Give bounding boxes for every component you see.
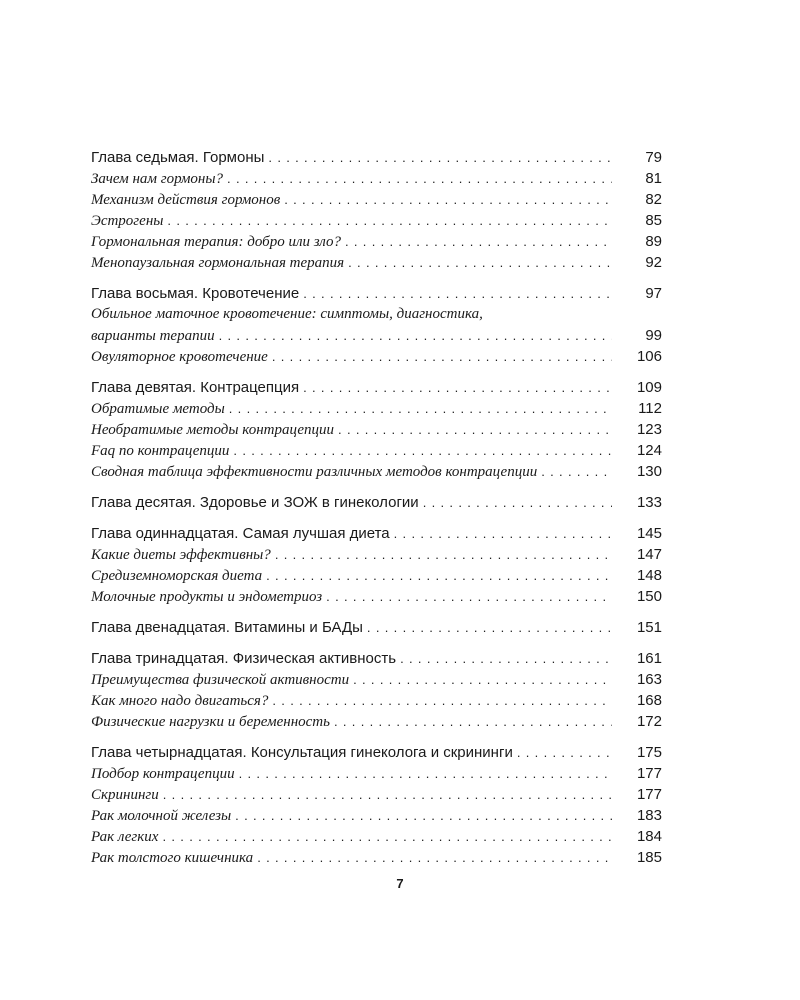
toc-chapter-title: Глава десятая. Здоровье и ЗОЖ в гинекологии: [91, 494, 419, 511]
toc-section-title: Обратимые методы: [91, 401, 225, 417]
toc-section: [91, 440, 662, 461]
dot-leader: [423, 492, 612, 513]
toc-section: [91, 461, 662, 482]
toc-section: [91, 189, 662, 210]
toc-chapter-title: Глава четырнадцатая. Консультация гинеколога и скрининги: [91, 744, 513, 761]
toc-chapter-group: [91, 523, 662, 607]
toc-section: [91, 325, 662, 346]
toc-chapter-page: 79: [645, 149, 662, 166]
toc-section-page: 112: [638, 400, 662, 417]
toc-section: [91, 210, 662, 231]
dot-leader: [235, 805, 612, 826]
toc-chapter-title: Глава девятая. Контрацепция: [91, 379, 300, 396]
dot-leader: [239, 763, 612, 784]
dot-leader: [394, 523, 612, 544]
toc-section-title: Рак толстого кишечника: [91, 850, 254, 866]
dot-leader: [348, 252, 612, 273]
toc-chapter-group: [91, 492, 662, 513]
toc-section-page: 183: [636, 807, 662, 824]
toc-section-title-line1: Обильное маточное кровотечение: симптомы, диагностика,: [91, 306, 483, 322]
toc-section-page: 177: [636, 786, 662, 803]
toc-section-title: Эстрогены: [91, 213, 164, 229]
toc-section-title: Зачем нам гормоны?: [91, 171, 224, 187]
toc-chapter-page: 133: [636, 494, 662, 511]
toc-section: [91, 168, 662, 189]
dot-leader: [517, 742, 612, 763]
toc-section: [91, 847, 662, 868]
toc-chapter-group: [91, 742, 662, 868]
toc-section: [91, 586, 662, 607]
dot-leader: [227, 168, 612, 189]
toc-chapter: [91, 742, 662, 763]
toc-section-title: Овуляторное кровотечение: [91, 349, 268, 365]
dot-leader: [229, 398, 612, 419]
toc-chapter-title: Глава седьмая. Гормоны: [91, 149, 265, 166]
toc-section-page: 106: [636, 348, 662, 365]
dot-leader: [303, 377, 612, 398]
toc-section-page: 92: [645, 254, 662, 271]
page-number: 7: [396, 876, 404, 891]
toc-section: [91, 231, 662, 252]
toc-section-title: Менопаузальная гормональная терапия: [91, 255, 345, 271]
dot-leader: [233, 440, 612, 461]
table-of-contents: [91, 147, 662, 878]
toc-section: [91, 252, 662, 273]
toc-section-title: Подбор контрацепции: [91, 766, 235, 782]
toc-chapter-title: Глава восьмая. Кровотечение: [91, 285, 300, 302]
toc-section-page: 185: [636, 849, 662, 866]
toc-section-title: Скрининги: [91, 787, 159, 803]
toc-section-page: 124: [636, 442, 662, 459]
toc-section-title: варианты терапии: [91, 328, 215, 344]
toc-section-page: 82: [645, 191, 662, 208]
toc-section-page: 147: [636, 546, 662, 563]
dot-leader: [284, 189, 612, 210]
toc-section-title: Средиземноморская диета: [91, 568, 263, 584]
toc-section-title: Рак легких: [91, 829, 159, 845]
toc-chapter-group: [91, 147, 662, 273]
toc-section-page: 89: [645, 233, 662, 250]
dot-leader: [163, 784, 612, 805]
dot-leader: [272, 690, 612, 711]
toc-section-page: 123: [636, 421, 662, 438]
toc-section-page: 163: [636, 671, 662, 688]
toc-section-title: Преимущества физической активности: [91, 672, 350, 688]
dot-leader: [353, 669, 612, 690]
dot-leader: [326, 586, 612, 607]
dot-leader: [272, 346, 612, 367]
dot-leader: [338, 419, 612, 440]
toc-chapter-page: 151: [636, 619, 662, 636]
dot-leader: [275, 544, 612, 565]
toc-section: [91, 669, 662, 690]
toc-section: [91, 711, 662, 732]
dot-leader: [268, 147, 612, 168]
toc-chapter-title: Глава одиннадцатая. Самая лучшая диета: [91, 525, 390, 542]
toc-section-title: Необратимые методы контрацепции: [91, 422, 335, 438]
toc-section-page: 99: [645, 327, 662, 344]
toc-section-title: Молочные продукты и эндометриоз: [91, 589, 323, 605]
toc-chapter-page: 161: [636, 650, 662, 667]
toc-chapter: [91, 523, 662, 544]
toc-section-title: Физические нагрузки и беременность: [91, 714, 330, 730]
toc-section: [91, 398, 662, 419]
toc-chapter: [91, 648, 662, 669]
dot-leader: [345, 231, 612, 252]
toc-section-page: 168: [636, 692, 662, 709]
toc-section: [91, 346, 662, 367]
toc-section-page: 177: [636, 765, 662, 782]
dot-leader: [367, 617, 612, 638]
toc-section-page: 148: [636, 567, 662, 584]
toc-chapter-page: 175: [636, 744, 662, 761]
toc-section: [91, 805, 662, 826]
toc-section-title: Рак молочной железы: [91, 808, 232, 824]
toc-chapter-group: [91, 648, 662, 732]
toc-section-page: 81: [645, 170, 662, 187]
toc-section-title: Как много надо двигаться?: [91, 693, 269, 709]
toc-section: [91, 690, 662, 711]
toc-section-title: Faq по контрацепции: [91, 443, 230, 459]
toc-chapter: [91, 492, 662, 513]
dot-leader: [219, 325, 612, 346]
toc-section: [91, 763, 662, 784]
toc-section-page: 172: [636, 713, 662, 730]
dot-leader: [334, 711, 612, 732]
toc-chapter-group: [91, 283, 662, 367]
toc-chapter: [91, 617, 662, 638]
toc-chapter-page: 97: [645, 285, 662, 302]
toc-section-title: Гормональная терапия: добро или зло?: [91, 234, 341, 250]
toc-section: [91, 565, 662, 586]
toc-section: [91, 544, 662, 565]
toc-chapter: [91, 377, 662, 398]
toc-chapter: [91, 147, 662, 168]
toc-chapter-page: 145: [636, 525, 662, 542]
toc-chapter-group: [91, 377, 662, 482]
toc-section-title: Механизм действия гормонов: [91, 192, 281, 208]
dot-leader: [400, 648, 612, 669]
toc-section: [91, 784, 662, 805]
toc-section-line1: [91, 304, 662, 325]
toc-section-page: 85: [645, 212, 662, 229]
toc-chapter-group: [91, 617, 662, 638]
toc-section: [91, 826, 662, 847]
dot-leader: [167, 210, 612, 231]
toc-section-title: Какие диеты эффективны?: [91, 547, 271, 563]
toc-chapter-page: 109: [636, 379, 662, 396]
toc-chapter-title: Глава тринадцатая. Физическая активность: [91, 650, 397, 667]
toc-section: [91, 419, 662, 440]
toc-section-page: 150: [636, 588, 662, 605]
toc-section-page: 130: [636, 463, 662, 480]
toc-section-title: Сводная таблица эффективности различных методов контрацепции: [91, 464, 538, 480]
dot-leader: [162, 826, 612, 847]
dot-leader: [266, 565, 612, 586]
toc-chapter-title: Глава двенадцатая. Витамины и БАДы: [91, 619, 363, 636]
toc-chapter: [91, 283, 662, 304]
dot-leader: [257, 847, 612, 868]
toc-section-page: 184: [636, 828, 662, 845]
dot-leader: [303, 283, 612, 304]
dot-leader: [541, 461, 612, 482]
